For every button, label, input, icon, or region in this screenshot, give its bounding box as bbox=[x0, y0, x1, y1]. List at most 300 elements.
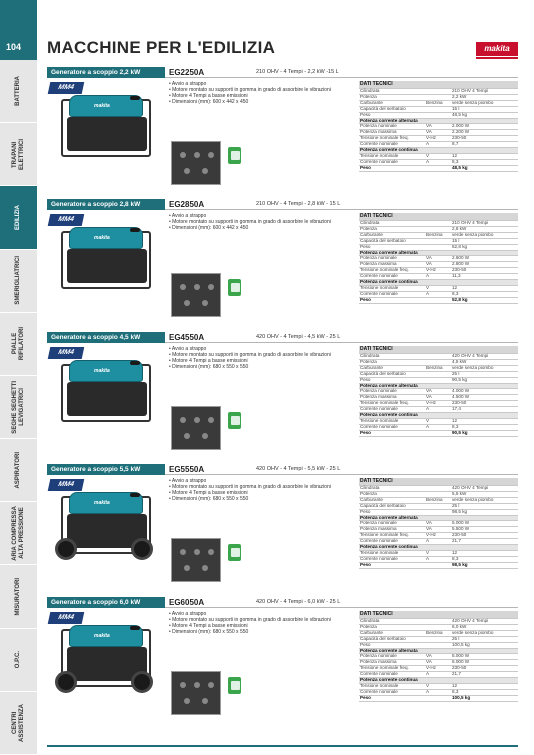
spec-unit: A bbox=[425, 142, 451, 148]
header-rule bbox=[165, 209, 518, 210]
spec-label: Tensione nominale bbox=[359, 683, 425, 689]
spec-value: 8,7 bbox=[451, 142, 518, 148]
spec-unit: VA bbox=[425, 395, 451, 401]
product-summary: 210 OHV - 4 Tempi - 2,8 kW - 15 L bbox=[256, 201, 341, 207]
spec-unit bbox=[425, 430, 451, 436]
spec-unit: VA bbox=[425, 527, 451, 533]
spec-label: Cilindrata bbox=[359, 221, 425, 227]
sidebar-tab-8[interactable] bbox=[0, 565, 37, 628]
tank-brand: makita bbox=[94, 368, 110, 374]
spec-unit: A bbox=[425, 672, 451, 678]
spec-value: 12 bbox=[451, 418, 518, 424]
spec-label: Potenza massima bbox=[359, 660, 425, 666]
spec-label: Tensione nominale freq. bbox=[359, 666, 425, 672]
spec-label: DATI TECNICI bbox=[359, 346, 425, 354]
eco-icon bbox=[228, 279, 241, 296]
product-model: EG4550A bbox=[169, 333, 205, 342]
feature-item: • Motore 4 Tempi a basse emissioni bbox=[169, 490, 359, 496]
spec-label: Cilindrata bbox=[359, 619, 425, 625]
spec-label: Peso bbox=[359, 562, 425, 568]
spec-label: Corrente nominale bbox=[359, 407, 425, 413]
spec-label: Corrente nominale bbox=[359, 274, 425, 280]
product-block bbox=[47, 464, 518, 594]
feature-item: • Motore montato su supporti in gomma in grado di assorbire le vibrazioni bbox=[169, 617, 359, 623]
tank-brand: makita bbox=[94, 235, 110, 241]
page-number: 104 bbox=[0, 0, 37, 60]
spec-value: 5,5 kW bbox=[451, 491, 518, 497]
control-panel-image bbox=[171, 671, 221, 715]
feature-item: • Dimensioni (mm): 680 x 550 x 550 bbox=[169, 496, 359, 502]
spec-label: Potenza corrente alternata bbox=[359, 383, 425, 389]
sidebar-tab-label: EDILIZIA bbox=[15, 204, 22, 230]
sidebar-tab-label: CENTRI ASSISTENZA bbox=[11, 703, 25, 742]
spec-label: Corrente nominale bbox=[359, 556, 425, 562]
spec-unit: VA bbox=[425, 256, 451, 262]
spec-value: 420 OHV 4 Tempi bbox=[451, 619, 518, 625]
spec-unit: Benzina bbox=[425, 630, 451, 636]
spec-label: Potenza corrente continua bbox=[359, 148, 425, 154]
category-sidebar bbox=[0, 60, 37, 755]
sidebar-tab-3[interactable] bbox=[0, 250, 37, 313]
spec-label: Corrente nominale bbox=[359, 142, 425, 148]
product-model: EG2850A bbox=[169, 200, 205, 209]
feature-list bbox=[169, 611, 359, 635]
spec-label: Carburante bbox=[359, 497, 425, 503]
sidebar-tab-label: MISURATORI bbox=[15, 577, 22, 616]
mm4-badge: MM4 bbox=[48, 214, 85, 226]
spec-unit: V bbox=[425, 418, 451, 424]
sidebar-tab-6[interactable] bbox=[0, 439, 37, 502]
spec-label: Potenza massima bbox=[359, 395, 425, 401]
spec-unit: VA bbox=[425, 521, 451, 527]
feature-item: • Motore 4 Tempi a basse emissioni bbox=[169, 93, 359, 99]
spec-value: verde senza piombo bbox=[451, 100, 518, 106]
tech-specs-table bbox=[359, 611, 518, 702]
tech-specs-table bbox=[359, 478, 518, 569]
spec-value: 420 OHV 4 Tempi bbox=[451, 354, 518, 360]
spec-label: Cilindrata bbox=[359, 486, 425, 492]
spec-label: Corrente nominale bbox=[359, 689, 425, 695]
spec-label: Corrente nominale bbox=[359, 672, 425, 678]
spec-unit bbox=[425, 695, 451, 701]
control-panel-image bbox=[171, 141, 221, 185]
control-panel-image bbox=[171, 273, 221, 317]
spec-label: Potenza massima bbox=[359, 130, 425, 136]
spec-unit: A bbox=[425, 407, 451, 413]
sidebar-tab-label: SMERIGLIATRICI bbox=[15, 256, 22, 305]
spec-value: 2.800 W bbox=[451, 262, 518, 268]
spec-label: Tensione nominale bbox=[359, 285, 425, 291]
spec-row bbox=[359, 430, 518, 436]
sidebar-tab-label: ASPIRATORI bbox=[15, 451, 22, 489]
spec-value: 15 l bbox=[451, 106, 518, 112]
spec-unit: A bbox=[425, 424, 451, 430]
spec-value: 230-50 bbox=[451, 666, 518, 672]
spec-unit: V-Hz bbox=[425, 401, 451, 407]
spec-label: Peso bbox=[359, 112, 425, 118]
spec-unit: V-Hz bbox=[425, 533, 451, 539]
eco-icon bbox=[228, 147, 241, 164]
feature-list bbox=[169, 81, 359, 105]
brand-logo: makita bbox=[476, 42, 518, 56]
spec-row bbox=[359, 611, 518, 619]
spec-label: Carburante bbox=[359, 232, 425, 238]
spec-value: 210 OHV 4 Tempi bbox=[451, 89, 518, 95]
feature-item: • Avvio a strappo bbox=[169, 346, 359, 352]
spec-unit: Benzina bbox=[425, 100, 451, 106]
product-model: EG2250A bbox=[169, 68, 205, 77]
product-block bbox=[47, 332, 518, 462]
spec-value: 12 bbox=[451, 550, 518, 556]
spec-value: 6,0 kW bbox=[451, 624, 518, 630]
spec-label: Cilindrata bbox=[359, 89, 425, 95]
mm4-badge: MM4 bbox=[48, 479, 85, 491]
feature-item: • Avvio a strappo bbox=[169, 478, 359, 484]
spec-value: 5.500 W bbox=[451, 527, 518, 533]
spec-label: Corrente nominale bbox=[359, 291, 425, 297]
spec-value: 230-50 bbox=[451, 136, 518, 142]
feature-item: • Motore montato su supporti in gomma in grado di assorbire le vibrazioni bbox=[169, 87, 359, 93]
mm4-badge: MM4 bbox=[48, 612, 85, 624]
feature-item: • Dimensioni (mm): 680 x 550 x 550 bbox=[169, 364, 359, 370]
spec-label: Potenza corrente continua bbox=[359, 280, 425, 286]
feature-item: • Motore montato su supporti in gomma in grado di assorbire le vibrazioni bbox=[169, 352, 359, 358]
spec-label: DATI TECNICI bbox=[359, 611, 425, 619]
spec-label: Peso bbox=[359, 509, 425, 515]
product-category: Generatore a scoppio 4,5 kW bbox=[47, 332, 165, 343]
product-header bbox=[47, 67, 518, 78]
mm4-badge: MM4 bbox=[48, 347, 85, 359]
spec-label: Potenza corrente alternata bbox=[359, 250, 425, 256]
page-title: MACCHINE PER L'EDILIZIA bbox=[47, 38, 276, 57]
product-header bbox=[47, 597, 518, 608]
spec-label: Corrente nominale bbox=[359, 159, 425, 165]
feature-list bbox=[169, 346, 359, 370]
product-block bbox=[47, 597, 518, 727]
spec-label: Tensione nominale bbox=[359, 418, 425, 424]
feature-list bbox=[169, 478, 359, 502]
spec-value: 12 bbox=[451, 683, 518, 689]
spec-value: 21,7 bbox=[451, 672, 518, 678]
spec-value: 12 bbox=[451, 153, 518, 159]
spec-label: DATI TECNICI bbox=[359, 213, 425, 221]
feature-item: • Avvio a strappo bbox=[169, 81, 359, 87]
spec-unit: V-Hz bbox=[425, 666, 451, 672]
control-panel-image bbox=[171, 538, 221, 582]
spec-label: Corrente nominale bbox=[359, 539, 425, 545]
spec-value: 8,3 bbox=[451, 556, 518, 562]
spec-unit: Benzina bbox=[425, 497, 451, 503]
feature-list bbox=[169, 213, 359, 231]
spec-value: 90,5 kg bbox=[451, 377, 518, 383]
spec-label: Carburante bbox=[359, 630, 425, 636]
spec-unit bbox=[425, 346, 451, 354]
product-summary: 420 OHV - 4 Tempi - 4,5 kW - 25 L bbox=[256, 334, 341, 340]
spec-label: Tensione nominale freq. bbox=[359, 401, 425, 407]
spec-label: Cilindrata bbox=[359, 354, 425, 360]
header-rule bbox=[165, 474, 518, 475]
generator-image bbox=[55, 93, 155, 161]
spec-row bbox=[359, 297, 518, 303]
spec-value: 52,8 kg bbox=[451, 297, 518, 303]
spec-value: 4,5 kW bbox=[451, 359, 518, 365]
spec-label: Capacità del serbatoio bbox=[359, 238, 425, 244]
footer-rule bbox=[47, 745, 518, 747]
spec-label: Potenza bbox=[359, 359, 425, 365]
feature-item: • Motore 4 Tempi a basse emissioni bbox=[169, 623, 359, 629]
spec-label: Potenza corrente continua bbox=[359, 678, 425, 684]
sidebar-tab-10[interactable] bbox=[0, 692, 37, 755]
spec-unit: A bbox=[425, 291, 451, 297]
control-panel-image bbox=[171, 406, 221, 450]
header-rule bbox=[165, 607, 518, 608]
spec-value: 210 OHV 4 Tempi bbox=[451, 221, 518, 227]
spec-row bbox=[359, 213, 518, 221]
sidebar-tab-label: PIALLE RIFILATORI bbox=[11, 327, 25, 361]
spec-value: 98,5 kg bbox=[451, 562, 518, 568]
spec-label: Peso bbox=[359, 165, 425, 171]
spec-unit bbox=[425, 562, 451, 568]
spec-unit: VA bbox=[425, 660, 451, 666]
spec-label: Peso bbox=[359, 244, 425, 250]
eco-icon bbox=[228, 412, 241, 429]
spec-label: Carburante bbox=[359, 100, 425, 106]
spec-value: 2,8 kW bbox=[451, 226, 518, 232]
spec-label: Capacità del serbatoio bbox=[359, 106, 425, 112]
spec-label: Potenza corrente continua bbox=[359, 545, 425, 551]
spec-label: Capacità del serbatoio bbox=[359, 636, 425, 642]
feature-item: • Motore 4 Tempi a basse emissioni bbox=[169, 358, 359, 364]
tank-brand: makita bbox=[94, 633, 110, 639]
spec-value: 8,3 bbox=[451, 291, 518, 297]
spec-unit: VA bbox=[425, 389, 451, 395]
product-summary: 210 OHV - 4 Tempi - 2,2 kW -15 L bbox=[256, 69, 339, 75]
spec-value: 100,5 kg bbox=[451, 642, 518, 648]
spec-value: 8,3 bbox=[451, 424, 518, 430]
sidebar-tab-1[interactable] bbox=[0, 123, 37, 186]
spec-unit: V bbox=[425, 285, 451, 291]
spec-label: Capacità del serbatoio bbox=[359, 371, 425, 377]
tech-specs-table bbox=[359, 213, 518, 304]
spec-unit: VA bbox=[425, 124, 451, 130]
eco-icon bbox=[228, 677, 241, 694]
spec-value: 2.200 W bbox=[451, 130, 518, 136]
spec-label: Potenza nominale bbox=[359, 654, 425, 660]
sidebar-tab-label: ARIA COMPRESSA ALTA PRESSIONE bbox=[11, 505, 25, 561]
spec-label: Potenza bbox=[359, 94, 425, 100]
spec-unit bbox=[425, 165, 451, 171]
sidebar-tab-label: O.P.C. bbox=[15, 651, 22, 669]
spec-value: 25 l bbox=[451, 371, 518, 377]
spec-unit bbox=[425, 611, 451, 619]
product-category: Generatore a scoppio 2,8 kW bbox=[47, 199, 165, 210]
spec-value: 11,3 bbox=[451, 274, 518, 280]
feature-item: • Motore montato su supporti in gomma in grado di assorbire le vibrazioni bbox=[169, 484, 359, 490]
spec-value: 21,7 bbox=[451, 539, 518, 545]
spec-value: 420 OHV 4 Tempi bbox=[451, 486, 518, 492]
spec-label: Tensione nominale bbox=[359, 153, 425, 159]
spec-label: Potenza bbox=[359, 226, 425, 232]
spec-label: Peso bbox=[359, 695, 425, 701]
spec-value: 2,2 kW bbox=[451, 94, 518, 100]
product-summary: 420 OHV - 4 Tempi - 5,5 kW - 25 L bbox=[256, 466, 341, 472]
spec-unit: VA bbox=[425, 130, 451, 136]
sidebar-tab-2[interactable] bbox=[0, 186, 37, 249]
spec-value: 6.000 W bbox=[451, 660, 518, 666]
spec-label: Potenza corrente alternata bbox=[359, 118, 425, 124]
product-header bbox=[47, 332, 518, 343]
spec-label: DATI TECNICI bbox=[359, 478, 425, 486]
spec-label: Peso bbox=[359, 430, 425, 436]
spec-unit: A bbox=[425, 159, 451, 165]
eco-icon bbox=[228, 544, 241, 561]
spec-unit: VA bbox=[425, 654, 451, 660]
spec-value: 90,5 kg bbox=[451, 430, 518, 436]
spec-label: Tensione nominale freq. bbox=[359, 136, 425, 142]
spec-label: Potenza nominale bbox=[359, 256, 425, 262]
spec-value: 5.000 W bbox=[451, 521, 518, 527]
feature-item: • Avvio a strappo bbox=[169, 611, 359, 617]
tank-brand: makita bbox=[94, 500, 110, 506]
spec-value: 5.000 W bbox=[451, 654, 518, 660]
spec-label: Peso bbox=[359, 377, 425, 383]
sidebar-tab-7[interactable] bbox=[0, 502, 37, 565]
spec-value: 15 l bbox=[451, 238, 518, 244]
spec-label: Tensione nominale freq. bbox=[359, 533, 425, 539]
sidebar-tab-label: TRAPANI ELETTRICI bbox=[11, 138, 25, 170]
spec-value: 8,3 bbox=[451, 159, 518, 165]
spec-unit: V bbox=[425, 550, 451, 556]
sidebar-tab-4[interactable] bbox=[0, 313, 37, 376]
spec-label: Capacità del serbatoio bbox=[359, 503, 425, 509]
product-summary: 420 OHV - 4 Tempi - 6,0 kW - 25 L bbox=[256, 599, 341, 605]
spec-unit: VA bbox=[425, 262, 451, 268]
spec-unit: V-Hz bbox=[425, 268, 451, 274]
spec-label: Potenza corrente continua bbox=[359, 413, 425, 419]
spec-label: Corrente nominale bbox=[359, 424, 425, 430]
spec-unit bbox=[425, 478, 451, 486]
product-model: EG5550A bbox=[169, 465, 205, 474]
spec-value: 100,5 kg bbox=[451, 695, 518, 701]
feature-item: • Dimensioni (mm): 600 x 442 x 450 bbox=[169, 99, 359, 105]
spec-row bbox=[359, 562, 518, 568]
logo-underline bbox=[476, 57, 518, 59]
spec-unit: V bbox=[425, 153, 451, 159]
product-block bbox=[47, 199, 518, 329]
tech-specs-table bbox=[359, 81, 518, 172]
spec-unit bbox=[425, 213, 451, 221]
spec-value: 2.600 W bbox=[451, 256, 518, 262]
spec-value: 8,3 bbox=[451, 689, 518, 695]
spec-unit: A bbox=[425, 274, 451, 280]
feature-item: • Motore montato su supporti in gomma in grado di assorbire le vibrazioni bbox=[169, 219, 359, 225]
spec-label: Carburante bbox=[359, 365, 425, 371]
product-category: Generatore a scoppio 6,0 kW bbox=[47, 597, 165, 608]
spec-label: Potenza nominale bbox=[359, 521, 425, 527]
spec-unit: A bbox=[425, 689, 451, 695]
spec-value: 230-50 bbox=[451, 268, 518, 274]
spec-value: 17,4 bbox=[451, 407, 518, 413]
spec-label: Potenza corrente alternata bbox=[359, 515, 425, 521]
header-rule bbox=[165, 342, 518, 343]
spec-label: Potenza nominale bbox=[359, 389, 425, 395]
sidebar-tab-9[interactable] bbox=[0, 629, 37, 692]
product-block bbox=[47, 67, 518, 197]
generator-image bbox=[55, 358, 155, 426]
generator-image bbox=[55, 623, 155, 691]
spec-label: Potenza nominale bbox=[359, 124, 425, 130]
feature-item: • Dimensioni (mm): 600 x 442 x 450 bbox=[169, 225, 359, 231]
spec-label: Potenza bbox=[359, 491, 425, 497]
sidebar-tab-label: BATTERIA bbox=[15, 76, 22, 107]
product-category: Generatore a scoppio 2,2 kW bbox=[47, 67, 165, 78]
spec-value: verde senza piombo bbox=[451, 630, 518, 636]
spec-value: 12 bbox=[451, 285, 518, 291]
spec-unit: Benzina bbox=[425, 365, 451, 371]
spec-value: 52,8 kg bbox=[451, 244, 518, 250]
spec-unit: Benzina bbox=[425, 232, 451, 238]
spec-label: DATI TECNICI bbox=[359, 81, 425, 89]
product-header bbox=[47, 199, 518, 210]
spec-row bbox=[359, 346, 518, 354]
product-model: EG6050A bbox=[169, 598, 205, 607]
spec-value: 25 l bbox=[451, 503, 518, 509]
spec-label: Tensione nominale bbox=[359, 550, 425, 556]
spec-unit bbox=[425, 81, 451, 89]
spec-row bbox=[359, 478, 518, 486]
product-header bbox=[47, 464, 518, 475]
spec-row bbox=[359, 165, 518, 171]
spec-unit: A bbox=[425, 539, 451, 545]
spec-unit: V bbox=[425, 683, 451, 689]
spec-value: 4.000 W bbox=[451, 389, 518, 395]
feature-item: • Avvio a strappo bbox=[169, 213, 359, 219]
spec-label: Potenza bbox=[359, 624, 425, 630]
spec-value: 48,5 kg bbox=[451, 112, 518, 118]
spec-value: verde senza piombo bbox=[451, 497, 518, 503]
spec-value: 48,5 kg bbox=[451, 165, 518, 171]
spec-value: 230-50 bbox=[451, 533, 518, 539]
spec-label: Potenza massima bbox=[359, 262, 425, 268]
product-category: Generatore a scoppio 5,5 kW bbox=[47, 464, 165, 475]
header-rule bbox=[165, 77, 518, 78]
feature-item: • Dimensioni (mm): 680 x 550 x 550 bbox=[169, 629, 359, 635]
spec-value: 230-50 bbox=[451, 401, 518, 407]
sidebar-tab-label: SEGHE SEGHETTI LEVIGATRICI bbox=[11, 380, 25, 434]
spec-value: 4.500 W bbox=[451, 395, 518, 401]
sidebar-tab-5[interactable] bbox=[0, 376, 37, 439]
spec-label: Potenza massima bbox=[359, 527, 425, 533]
tank-brand: makita bbox=[94, 103, 110, 109]
spec-row bbox=[359, 695, 518, 701]
spec-unit: A bbox=[425, 556, 451, 562]
tech-specs-table bbox=[359, 346, 518, 437]
spec-value: verde senza piombo bbox=[451, 232, 518, 238]
spec-label: Peso bbox=[359, 297, 425, 303]
spec-value: 25 l bbox=[451, 636, 518, 642]
mm4-badge: MM4 bbox=[48, 82, 85, 94]
sidebar-tab-0[interactable] bbox=[0, 60, 37, 123]
spec-unit: V-Hz bbox=[425, 136, 451, 142]
spec-label: Tensione nominale freq. bbox=[359, 268, 425, 274]
spec-value: 2.000 W bbox=[451, 124, 518, 130]
spec-label: Potenza corrente alternata bbox=[359, 648, 425, 654]
generator-image bbox=[55, 225, 155, 293]
spec-value: verde senza piombo bbox=[451, 365, 518, 371]
spec-label: Peso bbox=[359, 642, 425, 648]
spec-unit bbox=[425, 297, 451, 303]
spec-value: 98,5 kg bbox=[451, 509, 518, 515]
